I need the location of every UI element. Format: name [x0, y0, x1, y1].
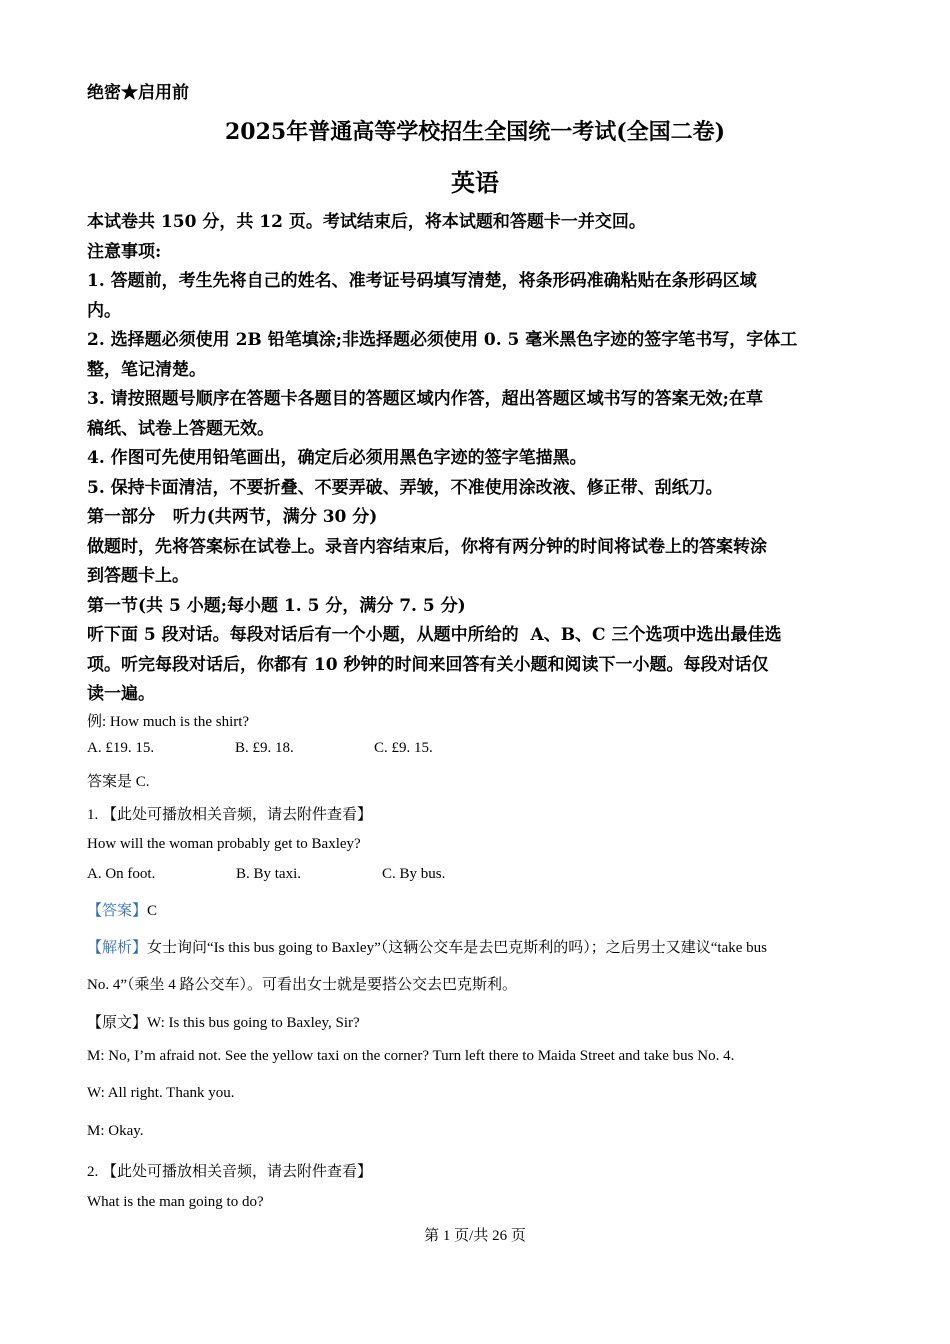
q1-analysis-line-2: No. 4”（乘坐 4 路公交车）。可看出女士就是要搭公交去巴克斯利。 — [87, 977, 517, 993]
q1-transcript-label: 【原文】 — [87, 1015, 148, 1031]
notice-item-4: 4. 作图可先使用铅笔画出，确定后必须用黑色字迹的签字笔描黑。 — [87, 448, 587, 468]
q1-transcript-line-4: M: Okay. — [87, 1123, 144, 1139]
notice-heading: 注意事项: — [87, 242, 162, 262]
q1-transcript-text-1: W: Is this bus going to Baxley, Sir? — [147, 1015, 360, 1031]
page-footer: 第 1 页/共 26 页 — [424, 1228, 526, 1244]
q1-analysis-text-1: 女士询问“Is this bus going to Baxley”（这辆公交车是去巴克斯利的吗）；之后男士又建议“take bus — [147, 940, 767, 956]
section1-desc-line-3: 读一遍。 — [87, 684, 155, 704]
part1-desc-line-2: 到答题卡上。 — [87, 566, 189, 586]
q1-answer-label: 【答案】 — [87, 903, 148, 919]
q1-audio-note: 1. 【此处可播放相关音频，请去附件查看】 — [87, 807, 373, 823]
part1-desc-line-1: 做题时，先将答案标在试卷上。录音内容结束后，你将有两分钟的时间将试卷上的答案转涂 — [87, 537, 767, 557]
exam-title: 2025年普通高等学校招生全国统一考试(全国二卷) — [224, 119, 726, 145]
q1-options — [87, 866, 445, 883]
part1-heading: 第一部分 听力(共两节，满分 30 分) — [87, 507, 378, 527]
q1-transcript-line-3: W: All right. Thank you. — [87, 1085, 235, 1101]
example-option-b: B. £9. 18. — [235, 740, 294, 756]
section1-desc-line-2: 项。听完每段对话后，你都有 10 秒钟的时间来回答有关小题和阅读下一小题。每段对话仅 — [87, 655, 769, 675]
q2-audio-note: 2. 【此处可播放相关音频，请去附件查看】 — [87, 1164, 373, 1180]
q1-transcript-line-1 — [87, 1011, 360, 1032]
q1-analysis-line-1 — [87, 936, 767, 957]
notice-item-2-line-1: 2. 选择题必须使用 2B 铅笔填涂;非选择题必须使用 0. 5 毫米黑色字迹的签字笔书写，字体工 — [87, 330, 798, 350]
q1-transcript-line-2: M: No, I’m afraid not. See the yellow taxi on the corner? Turn left there to Maida Street and take bus No. 4. — [87, 1048, 735, 1064]
q1-answer-value: C — [147, 903, 158, 919]
q1-analysis-label: 【解析】 — [87, 940, 148, 956]
intro-text: 本试卷共 150 分，共 12 页。考试结束后，将本试题和答题卡一并交回。 — [87, 212, 646, 232]
q1-answer — [87, 899, 157, 920]
notice-item-1-line-1: 1. 答题前，考生先将自己的姓名、准考证号码填写清楚，将条形码准确粘贴在条形码区域 — [87, 271, 757, 291]
example-answer: 答案是 C. — [87, 774, 150, 790]
q1-question: How will the woman probably get to Baxley? — [87, 836, 361, 852]
subject-title: 英语 — [451, 168, 499, 197]
q2-question: What is the man going to do? — [87, 1194, 264, 1210]
notice-item-3-line-1: 3. 请按照题号顺序在答题卡各题目的答题区域内作答，超出答题区域书写的答案无效;在草 — [87, 389, 763, 409]
section1-heading: 第一节(共 5 小题;每小题 1. 5 分，满分 7. 5 分) — [87, 596, 466, 616]
section1-desc-line-1: 听下面 5 段对话。每段对话后有一个小题，从题中所给的 A、B、C 三个选项中选出最佳选 — [87, 625, 782, 645]
notice-item-5: 5. 保持卡面清洁，不要折叠、不要弄破、弄皱，不准使用涂改液、修正带、刮纸刀。 — [87, 478, 723, 498]
example-question: 例: How much is the shirt? — [87, 714, 250, 730]
confidential-mark: 绝密★启用前 — [87, 83, 189, 103]
notice-item-3-line-2: 稿纸、试卷上答题无效。 — [87, 419, 274, 439]
example-option-a: A. £19. 15. — [87, 740, 155, 756]
q1-option-b: B. By taxi. — [236, 866, 302, 882]
example-option-c: C. £9. 15. — [374, 740, 433, 756]
example-options — [87, 740, 433, 757]
notice-item-2-line-2: 整，笔记清楚。 — [87, 360, 206, 380]
notice-item-1-line-2: 内。 — [87, 301, 121, 321]
q1-option-a: A. On foot. — [87, 866, 156, 882]
q1-option-c: C. By bus. — [382, 866, 446, 882]
